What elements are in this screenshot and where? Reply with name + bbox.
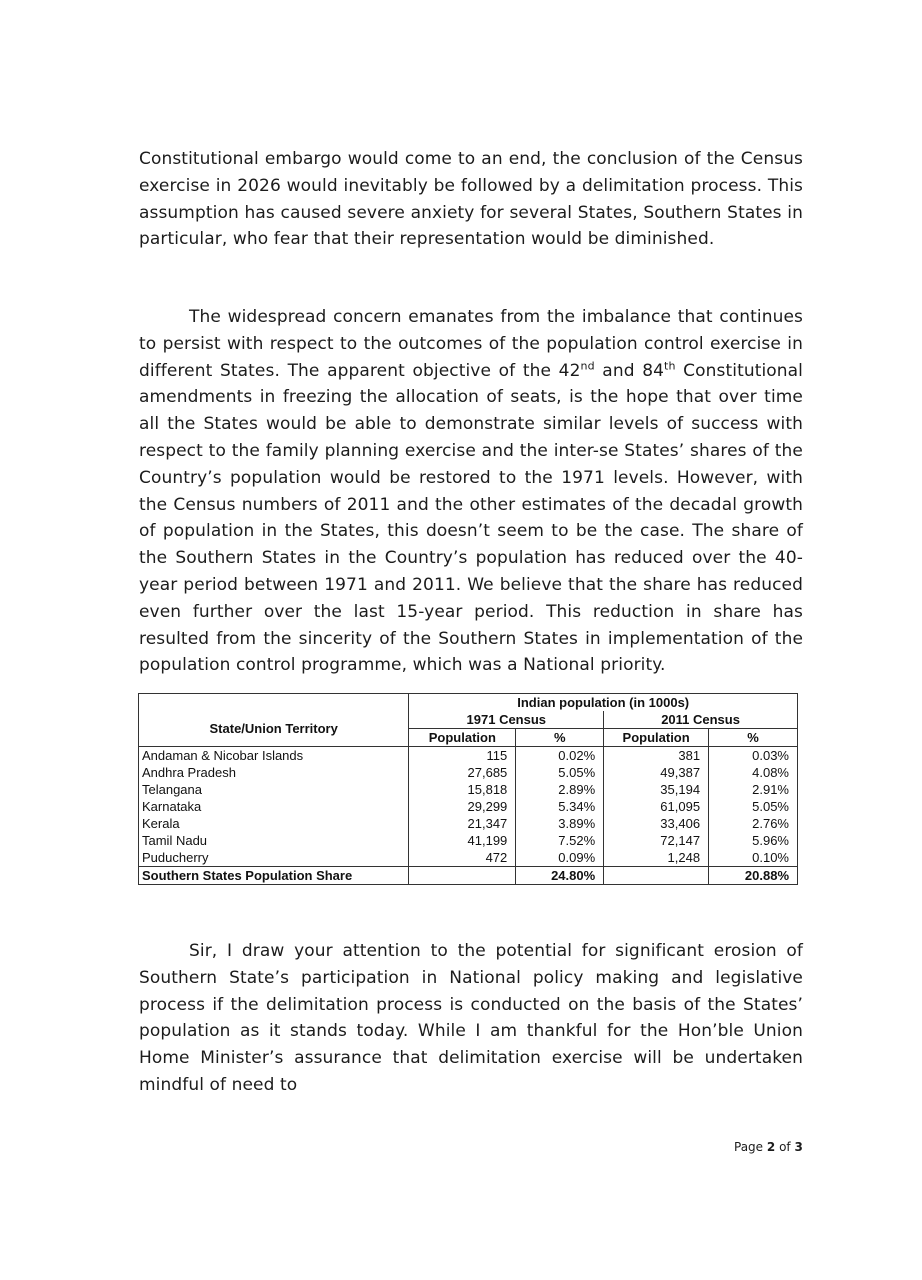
of-word: of <box>779 1140 791 1154</box>
state-name: Andaman & Nicobar Islands <box>139 747 409 765</box>
total-label: Southern States Population Share <box>139 867 409 885</box>
population-1971: 472 <box>409 849 516 867</box>
population-1971: 29,299 <box>409 798 516 815</box>
percent-1971: 5.34% <box>516 798 604 815</box>
state-name: Tamil Nadu <box>139 832 409 849</box>
paragraph-concern <box>139 304 803 679</box>
table-row <box>139 832 798 849</box>
table-caption: Indian population (in 1000s) <box>409 694 798 712</box>
population-2011-header: Population <box>604 729 709 747</box>
table-row <box>139 815 798 832</box>
population-2011: 72,147 <box>604 832 709 849</box>
paragraph-concern-part-a: The widespread concern emanates from the imbalance that continues to persist with respect to the outcomes of the population control exercise in different States. The apparent objective of the 42 <box>139 307 803 381</box>
percent-2011: 0.03% <box>709 747 798 765</box>
total-percent-1971: 24.80% <box>516 867 604 885</box>
page-number <box>734 1140 803 1154</box>
paragraph-concern-part-b: and 84 <box>594 360 665 381</box>
percent-1971: 7.52% <box>516 832 604 849</box>
table-row <box>139 849 798 867</box>
population-1971: 27,685 <box>409 764 516 781</box>
state-name: Andhra Pradesh <box>139 764 409 781</box>
percent-1971: 0.09% <box>516 849 604 867</box>
population-2011: 61,095 <box>604 798 709 815</box>
table-row <box>139 764 798 781</box>
percent-1971: 3.89% <box>516 815 604 832</box>
population-2011: 1,248 <box>604 849 709 867</box>
percent-1971: 5.05% <box>516 764 604 781</box>
total-percent-2011: 20.88% <box>709 867 798 885</box>
percent-1971: 0.02% <box>516 747 604 765</box>
total-population-2011-empty <box>604 867 709 885</box>
census-1971-header: 1971 Census <box>409 711 604 729</box>
population-1971: 41,199 <box>409 832 516 849</box>
population-2011: 49,387 <box>604 764 709 781</box>
state-name: Kerala <box>139 815 409 832</box>
population-2011: 33,406 <box>604 815 709 832</box>
table-caption-blank <box>139 694 409 712</box>
total-population-1971-empty <box>409 867 516 885</box>
census-2011-header: 2011 Census <box>604 711 798 729</box>
percent-2011: 2.76% <box>709 815 798 832</box>
page-total: 3 <box>794 1140 803 1154</box>
percent-2011: 2.91% <box>709 781 798 798</box>
percent-2011: 4.08% <box>709 764 798 781</box>
table-total-row <box>139 867 798 885</box>
table-row <box>139 798 798 815</box>
percent-1971-header: % <box>516 729 604 747</box>
paragraph-concern-part-c: Constitutional amendments in freezing the allocation of seats, is the hope that over time all the States would be able to demonstrate similar levels of success with respect to the family planning exercise and the inter-se States’ shares of the Country’s population would be restored to the 1971 levels. However, with the Census numbers of 2011 and the other estimates of the decadal growth of population in the States, this doesn’t seem to be the case. The share of the Southern States in the Country’s population has reduced over the 40-year period between 1971 and 2011. We believe that the share has reduced even further over the last 15-year period. This reduction in share has resulted from the sincerity of the Southern States in implementation of the population control programme, which was a National priority. <box>139 360 804 676</box>
state-name: Puducherry <box>139 849 409 867</box>
page-word: Page <box>734 1140 764 1154</box>
population-2011: 381 <box>604 747 709 765</box>
state-column-header: State/Union Territory <box>139 711 409 747</box>
table-row <box>139 781 798 798</box>
table-row <box>139 747 798 765</box>
paragraph-intro: Constitutional embargo would come to an end, the conclusion of the Census exercise in 2026 would inevitably be followed by a delimitation process. This assumption has caused severe anxiety for several States, Southern States in particular, who fear that their representation would be diminished. <box>139 149 803 250</box>
percent-2011: 5.05% <box>709 798 798 815</box>
population-1971: 15,818 <box>409 781 516 798</box>
superscript-nd: nd <box>580 358 595 372</box>
percent-1971: 2.89% <box>516 781 604 798</box>
percent-2011: 5.96% <box>709 832 798 849</box>
page-current: 2 <box>766 1140 776 1154</box>
population-table <box>138 693 798 885</box>
state-name: Karnataka <box>139 798 409 815</box>
population-1971: 21,347 <box>409 815 516 832</box>
population-1971: 115 <box>409 747 516 765</box>
percent-2011-header: % <box>709 729 798 747</box>
superscript-th: th <box>664 358 676 372</box>
paragraph-attention: Sir, I draw your attention to the potential for significant erosion of Southern State’s participation in National policy making and legislative process if the delimitation process is conducted on the basis of the States’ population as it stands today. While I am thankful for the Hon’ble Union Home Minister’s assurance that delimitation exercise will be undertaken mindful of need to <box>139 941 803 1095</box>
percent-2011: 0.10% <box>709 849 798 867</box>
state-name: Telangana <box>139 781 409 798</box>
population-1971-header: Population <box>409 729 516 747</box>
population-2011: 35,194 <box>604 781 709 798</box>
